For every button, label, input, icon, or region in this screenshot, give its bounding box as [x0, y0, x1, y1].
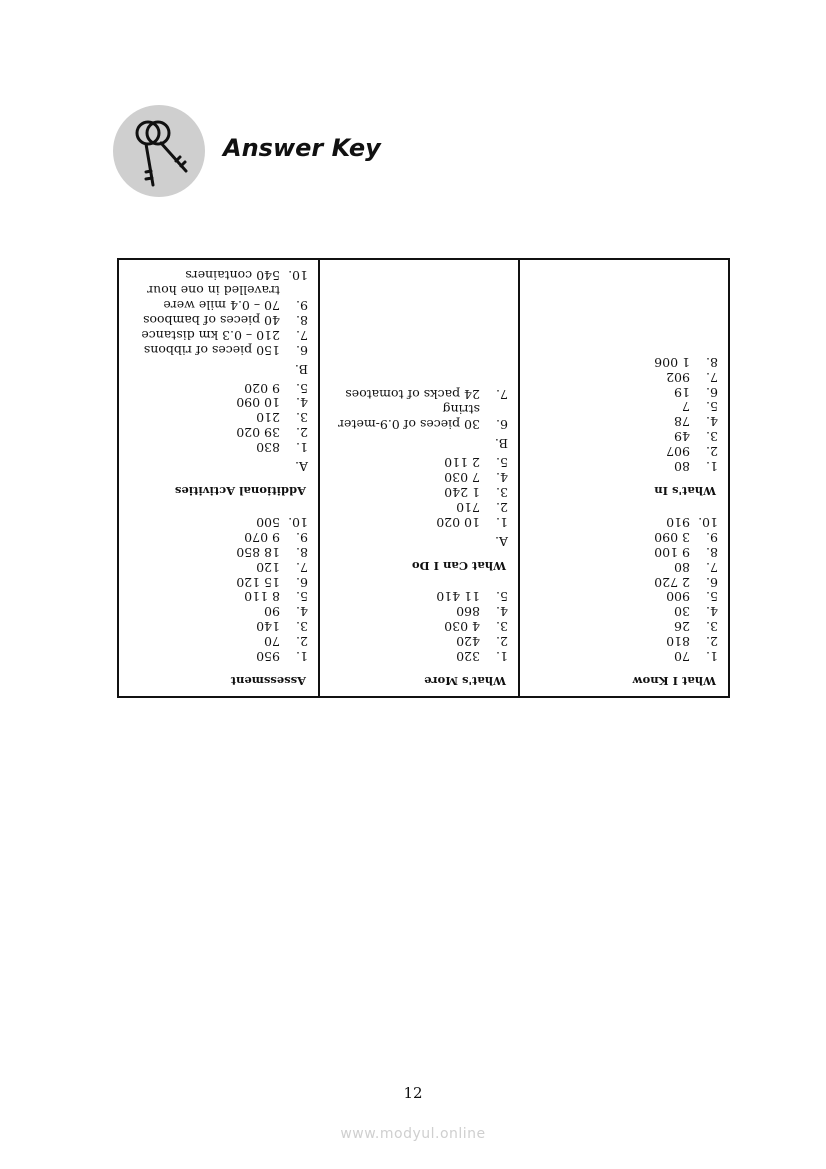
answer-number: 1. — [296, 440, 308, 456]
answer-number: 7. — [496, 387, 508, 403]
answer-value: 950 — [256, 649, 280, 665]
whats-in-heading: What's In — [654, 484, 716, 499]
answer-item — [330, 589, 508, 604]
answer-item — [530, 633, 718, 648]
part-b-label: B. — [294, 361, 308, 377]
answer-number: 1. — [706, 649, 718, 665]
answer-value: 10 090 — [236, 395, 280, 411]
answer-item — [129, 380, 308, 395]
answer-value: 30 pieces of 0.9-meter string — [338, 402, 480, 433]
answer-number: 2. — [296, 634, 308, 650]
answer-item — [129, 589, 308, 604]
answer-value: 1 006 — [654, 354, 690, 370]
answer-number: 5. — [706, 589, 718, 605]
watermark: www.modyul.online — [340, 1126, 486, 1142]
answer-value: 2 720 — [654, 574, 690, 590]
answer-value: 907 — [666, 444, 690, 460]
answer-item — [530, 574, 718, 589]
assessment-heading: Assessment — [230, 674, 306, 688]
answer-number: 8. — [706, 544, 718, 560]
answer-value: 80 — [674, 559, 690, 575]
answer-item — [129, 312, 308, 327]
answer-item — [530, 529, 718, 544]
answer-key-table — [117, 258, 730, 698]
what-can-i-do-a-list — [330, 454, 508, 529]
answer-value: 15 120 — [236, 574, 280, 590]
answer-value: 902 — [666, 369, 690, 385]
answer-value: 11 410 — [436, 589, 480, 605]
answer-number: 5. — [296, 380, 308, 396]
answer-number: 5. — [496, 455, 508, 471]
answer-item — [530, 589, 718, 604]
answer-value: 420 — [456, 634, 480, 650]
answer-item — [330, 402, 508, 432]
what-i-know-list — [530, 514, 718, 663]
answer-number: 3. — [706, 619, 718, 635]
additional-a-list — [129, 380, 308, 455]
answer-number: 7. — [706, 369, 718, 385]
answer-item — [530, 603, 718, 618]
answer-number: 3. — [706, 429, 718, 445]
answer-item — [530, 648, 718, 663]
answer-value: 78 — [674, 414, 690, 430]
answer-value: 830 — [256, 440, 280, 456]
answer-value: 1 240 — [444, 484, 480, 500]
what-i-know-heading: What I Know — [632, 674, 716, 688]
answer-item — [129, 514, 308, 529]
part-b-label: B. — [494, 436, 508, 452]
answer-number: 6. — [496, 417, 508, 433]
answer-value: 8 110 — [244, 589, 280, 605]
answer-item — [129, 574, 308, 589]
answer-value: 900 — [666, 589, 690, 605]
answer-value: 9 020 — [244, 380, 280, 396]
answer-value: 40 pieces of bamboos — [143, 312, 280, 328]
whats-in-list — [530, 354, 718, 473]
additional-b-list — [129, 267, 308, 356]
answer-number: 2. — [496, 634, 508, 650]
answer-number: 10. — [288, 514, 308, 530]
answer-item — [330, 514, 508, 529]
answer-number: 4. — [706, 414, 718, 430]
answer-item — [330, 387, 508, 402]
answer-number: 1. — [496, 649, 508, 665]
answer-value: 49 — [674, 429, 690, 445]
answer-item — [330, 603, 508, 618]
answer-number: 2. — [706, 634, 718, 650]
answer-number: 6. — [296, 342, 308, 358]
answer-value: 7 — [682, 399, 690, 415]
answer-value: 860 — [456, 604, 480, 620]
answer-number: 4. — [296, 395, 308, 411]
answer-number: 1. — [496, 514, 508, 530]
answer-value: 320 — [456, 649, 480, 665]
answer-item — [129, 424, 308, 439]
answer-value: 150 pieces of ribbons — [143, 342, 280, 358]
answer-value: 30 — [674, 604, 690, 620]
answer-item — [330, 469, 508, 484]
assessment-column — [119, 260, 318, 696]
part-a-label: A. — [294, 459, 308, 475]
answer-number: 5. — [496, 589, 508, 605]
answer-value: 4 030 — [444, 619, 480, 635]
answer-number: 3. — [296, 410, 308, 426]
answer-value: 210 – 0.3 km distance — [141, 327, 280, 343]
answer-number: 8. — [706, 354, 718, 370]
answer-value: 810 — [666, 634, 690, 650]
answer-number: 6. — [296, 574, 308, 590]
answer-item — [530, 369, 718, 384]
answer-item — [129, 648, 308, 663]
answer-value: 18 850 — [236, 544, 280, 560]
answer-number: 4. — [706, 604, 718, 620]
answer-number: 8. — [296, 312, 308, 328]
what-i-know-column — [518, 260, 728, 696]
answer-value: 140 — [256, 619, 280, 635]
answer-number: 2. — [296, 425, 308, 441]
answer-item — [530, 458, 718, 473]
answer-item — [129, 395, 308, 410]
answer-item — [330, 633, 508, 648]
answer-item — [129, 439, 308, 454]
answer-number: 4. — [496, 470, 508, 486]
answer-value: 3 090 — [654, 529, 690, 545]
whats-more-list — [330, 589, 508, 664]
answer-item — [129, 267, 308, 282]
whats-more-column — [318, 260, 518, 696]
answer-number: 1. — [296, 649, 308, 665]
answer-number: 6. — [706, 384, 718, 400]
answer-item — [530, 618, 718, 633]
answer-item — [330, 454, 508, 469]
answer-value: 710 — [456, 499, 480, 515]
answer-value: 80 — [674, 459, 690, 475]
keys-icon — [113, 105, 205, 197]
answer-item — [129, 618, 308, 633]
answer-number: 9. — [296, 298, 308, 314]
answer-item — [129, 327, 308, 342]
answer-value: 540 containers — [185, 268, 280, 284]
answer-item — [530, 414, 718, 429]
answer-number: 7. — [296, 327, 308, 343]
answer-value: 210 — [256, 410, 280, 426]
answer-value: 19 — [674, 384, 690, 400]
answer-number: 7. — [706, 559, 718, 575]
what-can-i-do-heading: What Can I Do — [411, 558, 506, 573]
answer-number: 3. — [296, 619, 308, 635]
answer-value: 500 — [256, 514, 280, 530]
answer-number: 3. — [496, 484, 508, 500]
answer-value: 2 110 — [444, 455, 480, 471]
answer-item — [129, 282, 308, 312]
answer-value: 24 packs of tomatoes — [345, 387, 480, 403]
answer-number: 4. — [496, 604, 508, 620]
answer-value: 9 100 — [654, 544, 690, 560]
part-a-label: A. — [494, 533, 508, 549]
answer-number: 2. — [706, 444, 718, 460]
page-title: Answer Key — [223, 134, 381, 162]
answer-number: 10. — [698, 514, 718, 530]
answer-number: 3. — [496, 619, 508, 635]
answer-item — [129, 544, 308, 559]
answer-value: 9 070 — [244, 529, 280, 545]
answer-item — [530, 354, 718, 369]
answer-item — [129, 633, 308, 648]
answer-number: 5. — [706, 399, 718, 415]
answer-value: 120 — [256, 559, 280, 575]
answer-value: 70 — [674, 649, 690, 665]
answer-item — [530, 443, 718, 458]
answer-item — [530, 559, 718, 574]
answer-item — [330, 618, 508, 633]
answer-item — [530, 428, 718, 443]
answer-value: 39 020 — [236, 425, 280, 441]
answer-number: 6. — [706, 574, 718, 590]
answer-item — [530, 544, 718, 559]
answer-item — [129, 410, 308, 425]
answer-number: 10. — [288, 268, 308, 284]
what-can-i-do-b-list — [330, 387, 508, 432]
page-number: 12 — [403, 1084, 423, 1102]
answer-item — [530, 399, 718, 414]
answer-item — [330, 648, 508, 663]
answer-value: 90 — [264, 604, 280, 620]
answer-item — [129, 603, 308, 618]
answer-value: 7 030 — [444, 470, 480, 486]
answer-item — [330, 499, 508, 514]
answer-number: 9. — [706, 529, 718, 545]
additional-activities-heading: Additional Activities — [174, 484, 306, 499]
answer-number: 7. — [296, 559, 308, 575]
answer-item — [129, 342, 308, 357]
answer-value: 910 — [666, 514, 690, 530]
answer-number: 2. — [496, 499, 508, 515]
answer-number: 1. — [706, 459, 718, 475]
answer-item — [330, 484, 508, 499]
answer-number: 8. — [296, 544, 308, 560]
answer-item — [129, 559, 308, 574]
answer-value: 70 – 0.4 mile were travelled in one hour — [147, 283, 280, 314]
answer-number: 9. — [296, 529, 308, 545]
whats-more-heading: What's More — [424, 674, 506, 688]
answer-value: 10 020 — [436, 514, 480, 530]
assessment-list — [129, 514, 308, 663]
answer-number: 4. — [296, 604, 308, 620]
answer-item — [530, 384, 718, 399]
answer-value: 26 — [674, 619, 690, 635]
answer-number: 5. — [296, 589, 308, 605]
answer-value: 70 — [264, 634, 280, 650]
answer-item — [129, 529, 308, 544]
answer-item — [530, 514, 718, 529]
